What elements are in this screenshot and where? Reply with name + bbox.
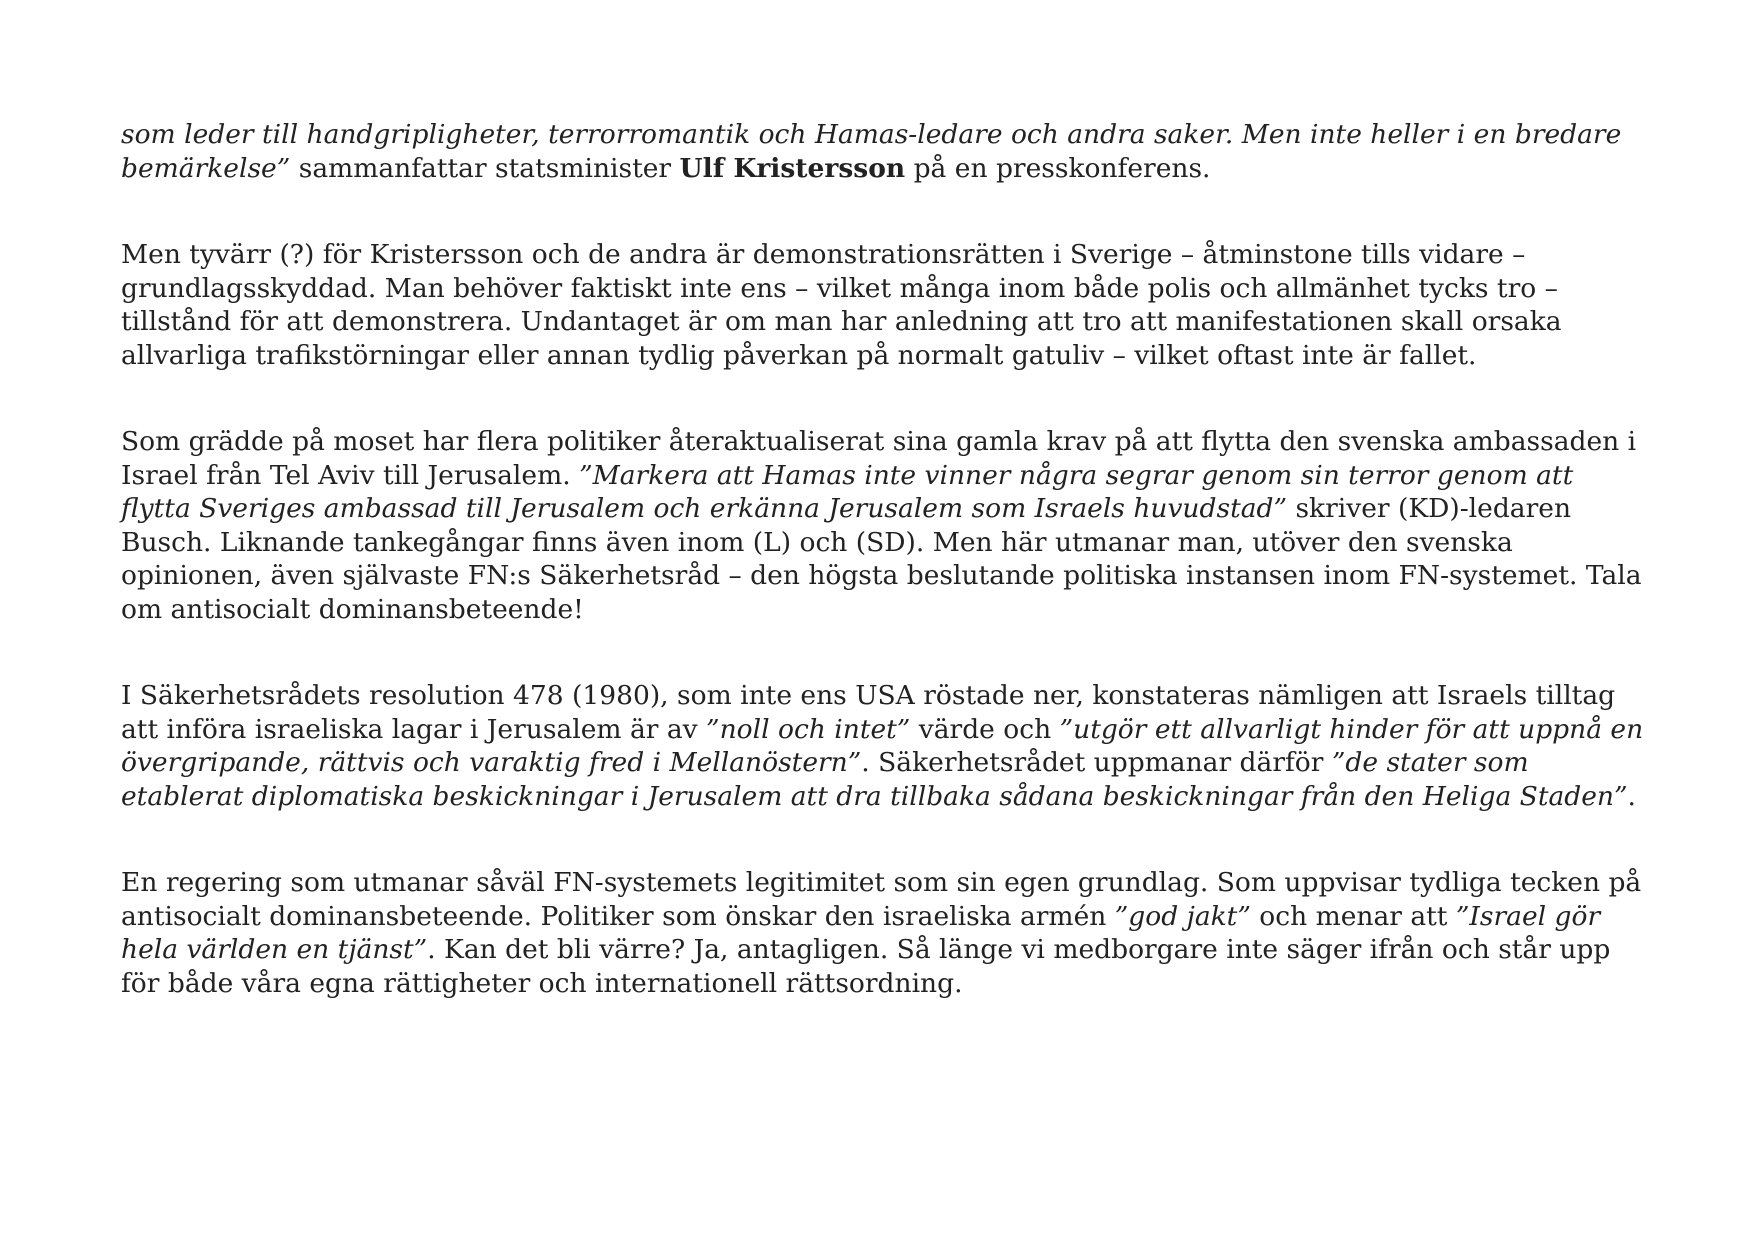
body-text: sammanfattar statsminister [290,152,680,184]
quote-italic: ”utgör ett allvarligt hinder för att uppnå en övergripande, rättvis och varaktig fred i Mellanöstern” [121,713,1644,778]
body-text: . Kan det bli värre? Ja, antagligen. Så länge vi medborgare inte säger ifrån och står upp för både våra egna rättigheter och internationell rättsordning. [121,934,1611,999]
body-text: Men tyvärr (?) för Kristersson och de andra är demonstrationsrätten i Sverige – åtminstone tills vidare – grundlagsskyddad. Man behöver faktiskt inte ens – vilket många inom både polis och allmänhet tycks tro – tillstånd för att demonstrera. Undantaget är om man har anledning att tro att manifestationen skall orsaka allvarliga trafikstörningar eller annan tydlig påverkan på normalt gatuliv – vilket oftast inte är fallet. [121,239,1562,371]
paragraph-2 [121,238,1651,372]
quote-italic: ”noll och intet” [706,713,911,745]
document-page [121,118,1651,1053]
person-name-bold: Ulf Kristersson [679,152,906,184]
body-text: och menar att [1250,900,1456,932]
body-text: skriver (KD)-ledaren Busch. Liknande tankegångar finns även inom (L) och (SD). Men här utmanar man, utöver den svenska opinionen, även självaste FN:s Säkerhetsråd – den högsta beslutande politiska instansen inom FN-systemet. Tala om antisocialt dominansbeteende! [121,493,1642,625]
body-text: En regering som utmanar såväl FN-systemets legitimitet som sin egen grundlag. Som uppvisar tydliga tecken på antisocialt dominansbeteende. Politiker som önskar den israeliska armén [121,867,1642,932]
quote-italic: som leder till handgripligheter, terrorromantik och Hamas-ledare och andra saker. Men inte heller i en bredare bemärkelse” [121,119,1622,184]
quote-italic: ”de stater som etablerat diplomatiska beskickningar i Jerusalem att dra tillbaka sådana beskickningar från den Heliga Staden” [121,747,1628,812]
body-text: . Säkerhetsrådet uppmanar därför [861,747,1332,778]
paragraph-4 [121,679,1651,813]
paragraph-1 [121,118,1651,185]
quote-italic: ”god jakt” [1114,900,1251,932]
paragraph-5 [121,866,1651,1000]
body-text: på en presskonferens. [905,152,1211,184]
quote-italic: ”Markera att Hamas inte vinner några segrar genom sin terror genom att flytta Sveriges ambassad till Jerusalem och erkänna Jerusalem som Israels huvudstad” [121,459,1574,524]
body-text: värde och [910,713,1060,745]
body-text: I Säkerhetsrådets resolution 478 (1980), som inte ens USA röstade ner, konstateras nämligen att Israels tilltag att införa israeliska lagar i Jerusalem är av [121,680,1616,745]
quote-italic: ”Israel gör hela världen en tjänst” [121,900,1601,965]
paragraph-3 [121,425,1651,626]
body-text: . [1627,780,1636,812]
body-text: Som grädde på moset har flera politiker återaktualiserat sina gamla krav på att flytta den svenska ambassaden i Israel från Tel Aviv till Jerusalem. [121,426,1637,491]
